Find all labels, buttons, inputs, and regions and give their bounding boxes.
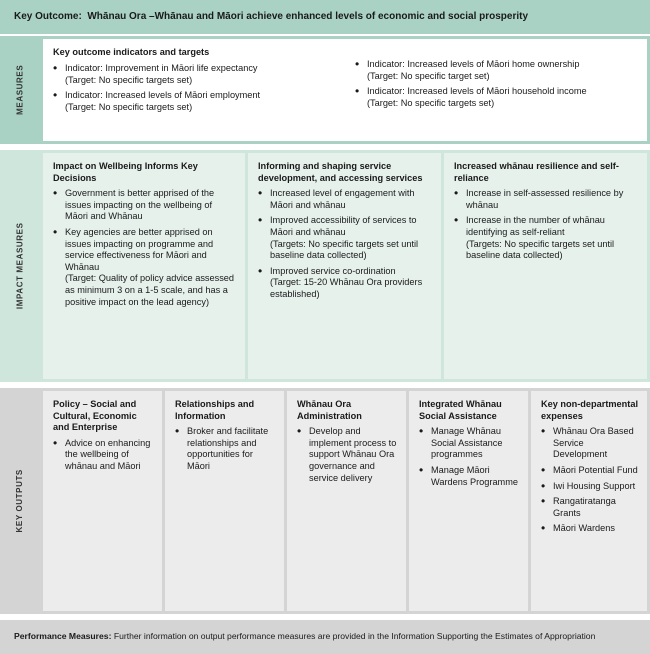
impact-item: • Key agencies are better apprised on issues impacting on programme and service effectiveness for Māori and Whānau (Target: Quality of policy advice assessed as minimum 3 on a 1-5 scale, and has a positive impact on the lead agency) [53,227,237,308]
measures-right-column [355,59,640,113]
impact-heading: Increased whānau resilience and self-reliance [454,161,619,183]
output-item: • Māori Potential Fund [541,465,639,477]
output-item: • Advice on enhancing the wellbeing of whānau and Māori [53,438,154,473]
output-heading: Integrated Whānau Social Assistance [419,399,502,421]
output-heading: Key non-departmental expenses [541,399,638,421]
measure-item: • Indicator: Improvement in Māori life expectancy (Target: No specific targets set) [53,63,343,86]
impact-item: • Government is better apprised of the issues impacting on the wellbeing of Māori and Whānau [53,188,237,223]
output-item: • Manage Whānau Social Assistance programmes [419,426,520,461]
measure-item: • Indicator: Increased levels of Māori employment (Target: No specific targets set) [53,90,343,113]
output-item: • Develop and implement process to support Whānau Ora governance and service delivery [297,426,398,484]
measures-panel [43,39,647,141]
key-outcome-statement: Whānau Ora –Whānau and Māori achieve enhanced levels of economic and social prosperity [87,11,529,22]
measures-heading: Key outcome indicators and targets [53,47,210,57]
impact-measures-side-label: IMPACT MEASURES [15,222,25,310]
impact-item: • Improved accessibility of services to Māori and whānau (Targets: No specific targets set until baseline data collected) [258,215,433,261]
output-column-non-departmental [531,391,647,611]
measures-side-label: MEASURES [15,64,25,116]
output-column-social-assistance [409,391,528,611]
key-outputs-side-label: KEY OUTPUTS [15,469,25,533]
measure-item: • Indicator: Increased levels of Māori home ownership (Target: No specific target set) [355,59,640,82]
output-item: • Whānau Ora Based Service Development [541,426,639,461]
impact-item: • Increased level of engagement with Māori and whānau [258,188,433,211]
output-item: • Broker and facilitate relationships and opportunities for Māori [175,426,276,472]
key-outputs-section [0,388,650,614]
measure-item: • Indicator: Increased levels of Māori household income (Target: No specific targets set) [355,86,640,109]
performance-label: Performance Measures: [14,631,112,641]
impact-heading: Impact on Wellbeing Informs Key Decisions [53,161,198,183]
output-heading: Policy – Social and Cultural, Economic and Enterprise [53,399,137,433]
output-item: • Manage Māori Wardens Programme [419,465,520,488]
impact-column-resilience [444,153,647,379]
key-outcome-banner [0,0,650,34]
output-item: • Iwi Housing Support [541,481,639,493]
output-heading: Relationships and Information [175,399,255,421]
measures-section [0,36,650,144]
performance-measures-footer [0,620,650,654]
impact-column-services [248,153,441,379]
impact-heading: Informing and shaping service development, and accessing services [258,161,423,183]
impact-column-wellbeing [43,153,245,379]
output-column-policy [43,391,162,611]
impact-item: • Increase in self-assessed resilience by whānau [454,188,639,211]
impact-measures-section [0,150,650,382]
impact-item: • Increase in the number of whānau identifying as self-reliant (Targets: No specific targets set until baseline data collected) [454,215,639,261]
performance-text [14,631,595,643]
impact-item: • Improved service co-ordination (Target: 15-20 Whānau Ora providers established) [258,266,433,301]
output-heading: Whānau Ora Administration [297,399,362,421]
measures-left-column [53,63,343,117]
output-item: • Māori Wardens [541,523,639,535]
output-item: • Rangatiratanga Grants [541,496,639,519]
output-column-administration [287,391,406,611]
performance-statement: Further information on output performance measures are provided in the Information Supporting the Estimates of Appropriation [113,631,596,641]
key-outcome-label: Key Outcome: [14,11,82,22]
output-column-relationships [165,391,284,611]
key-outcome-text [14,11,528,23]
